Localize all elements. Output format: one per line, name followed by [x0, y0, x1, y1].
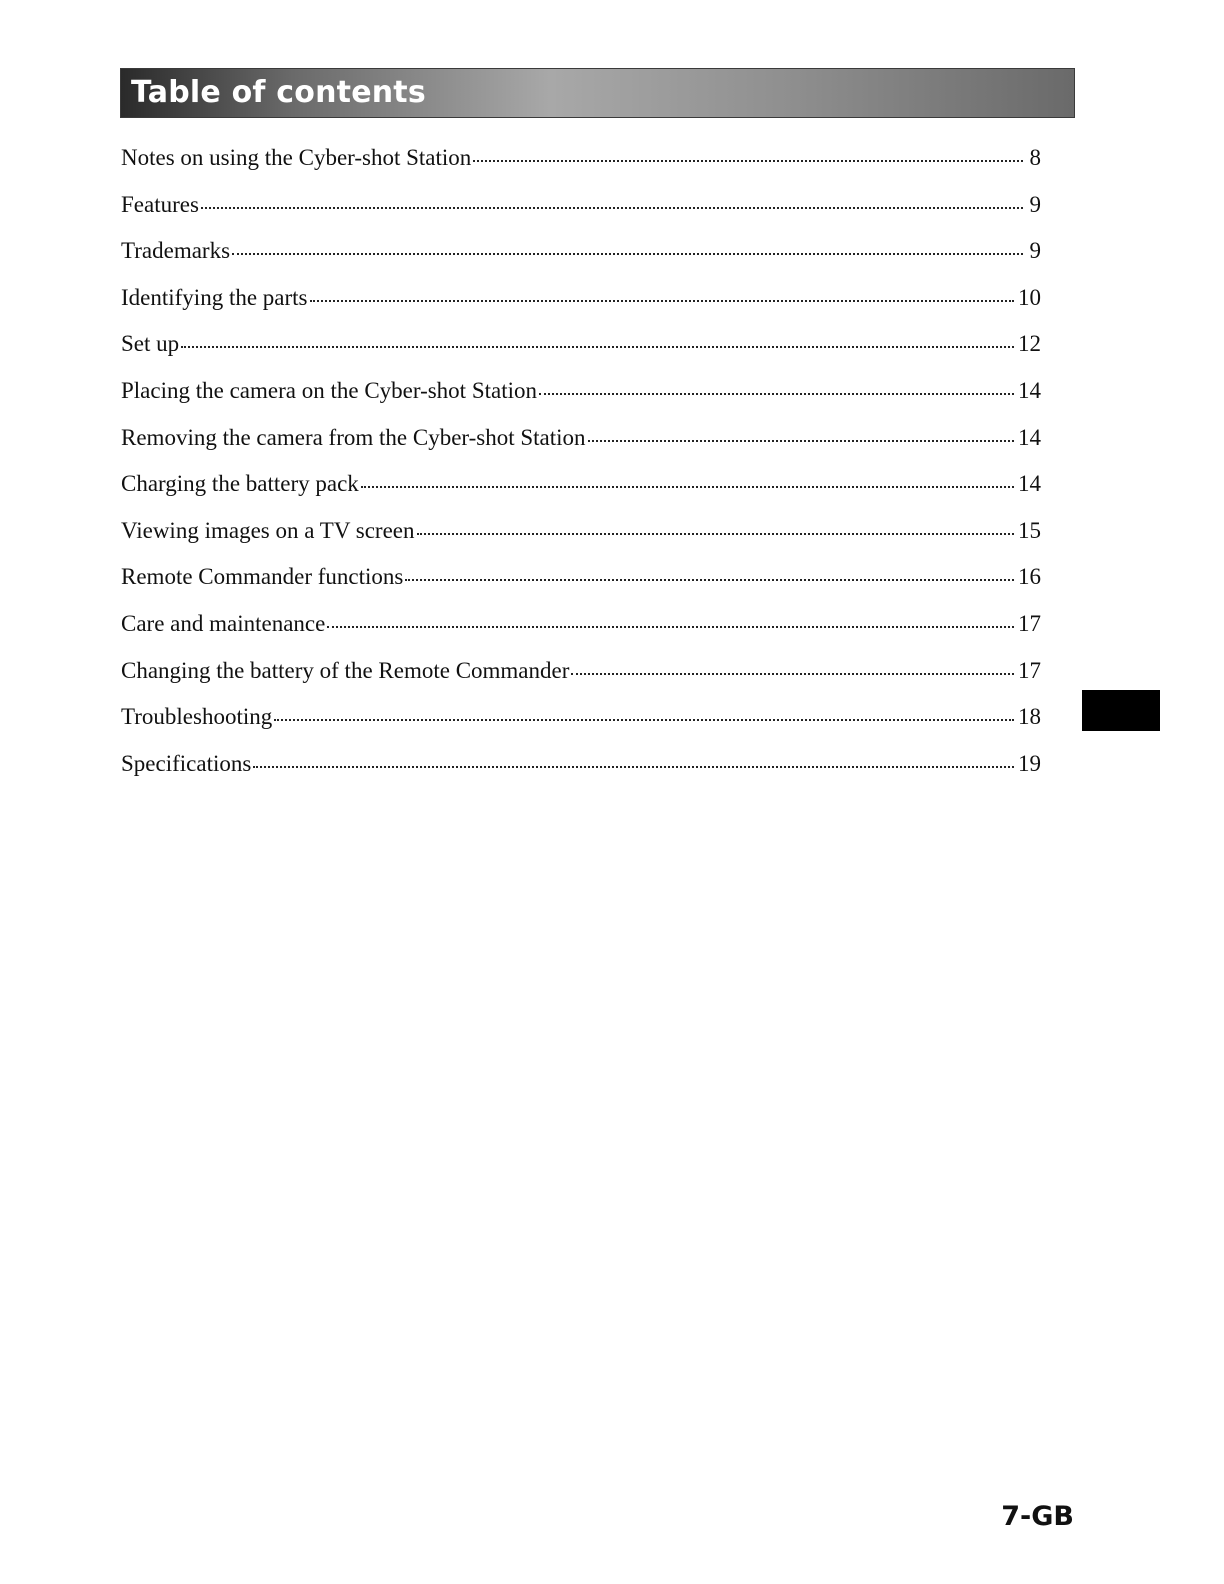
toc-entry-page: 14 [1018, 377, 1041, 403]
toc-entry[interactable] [121, 185, 1041, 232]
toc-entry-page: 9 [1029, 238, 1041, 264]
dot-leader [405, 579, 1014, 581]
toc-entry[interactable] [121, 138, 1041, 185]
dot-leader [253, 766, 1014, 768]
toc-entry[interactable] [121, 231, 1041, 278]
toc-entry-label: Set up [121, 331, 180, 357]
dot-leader [310, 300, 1014, 302]
dot-leader [473, 160, 1023, 162]
toc-entry-page: 16 [1018, 564, 1041, 590]
language-index-tab [1082, 690, 1160, 731]
toc-entry[interactable] [121, 744, 1041, 791]
toc-entry[interactable] [121, 511, 1041, 558]
table-of-contents [121, 138, 1041, 790]
toc-entry-page: 14 [1018, 471, 1041, 497]
toc-entry-label: Care and maintenance [121, 610, 326, 636]
toc-entry-label: Troubleshooting [121, 704, 273, 730]
toc-entry-label: Identifying the parts [121, 284, 308, 310]
toc-entry[interactable] [121, 464, 1041, 511]
toc-entry-label: Remote Commander functions [121, 564, 404, 590]
toc-entry-page: 15 [1018, 517, 1041, 543]
toc-entry-label: Changing the battery of the Remote Commander [121, 657, 570, 683]
toc-entry-page: 12 [1018, 331, 1041, 357]
toc-entry-page: 8 [1029, 145, 1041, 170]
toc-entry-label: Placing the camera on the Cyber-shot Station [121, 377, 537, 403]
toc-entry-label: Charging the battery pack [121, 471, 359, 497]
page-title: Table of contents [131, 75, 426, 110]
toc-entry-label: Trademarks [121, 238, 231, 264]
toc-entry-page: 14 [1018, 424, 1041, 450]
toc-entry[interactable] [121, 557, 1041, 604]
dot-leader [417, 533, 1015, 535]
dot-leader [588, 440, 1014, 442]
toc-entry-page: 17 [1018, 657, 1041, 683]
toc-entry[interactable] [121, 324, 1041, 371]
dot-leader [327, 626, 1014, 628]
dot-leader [232, 253, 1023, 255]
toc-entry-page: 18 [1018, 704, 1041, 730]
toc-entry-label: Notes on using the Cyber-shot Station [121, 145, 472, 170]
toc-entry[interactable] [121, 278, 1041, 325]
dot-leader [181, 346, 1014, 348]
toc-entry-page: 17 [1018, 610, 1041, 636]
toc-entry[interactable] [121, 697, 1041, 744]
toc-entry[interactable] [121, 651, 1041, 698]
toc-entry-label: Removing the camera from the Cyber-shot Station [121, 424, 586, 450]
dot-leader [571, 673, 1014, 675]
toc-entry-label: Specifications [121, 750, 252, 776]
dot-leader [361, 486, 1014, 488]
dot-leader [274, 719, 1014, 721]
toc-entry-page: 19 [1018, 750, 1041, 776]
dot-leader [201, 207, 1023, 209]
page-number: 7-GB [1001, 1501, 1074, 1532]
toc-entry-page: 9 [1029, 191, 1041, 217]
toc-entry[interactable] [121, 418, 1041, 465]
toc-entry-label: Features [121, 191, 199, 217]
section-header-bar [120, 68, 1075, 118]
toc-entry[interactable] [121, 371, 1041, 418]
toc-entry[interactable] [121, 604, 1041, 651]
toc-entry-label: Viewing images on a TV screen [121, 517, 415, 543]
toc-entry-page: 10 [1018, 284, 1041, 310]
dot-leader [539, 393, 1014, 395]
